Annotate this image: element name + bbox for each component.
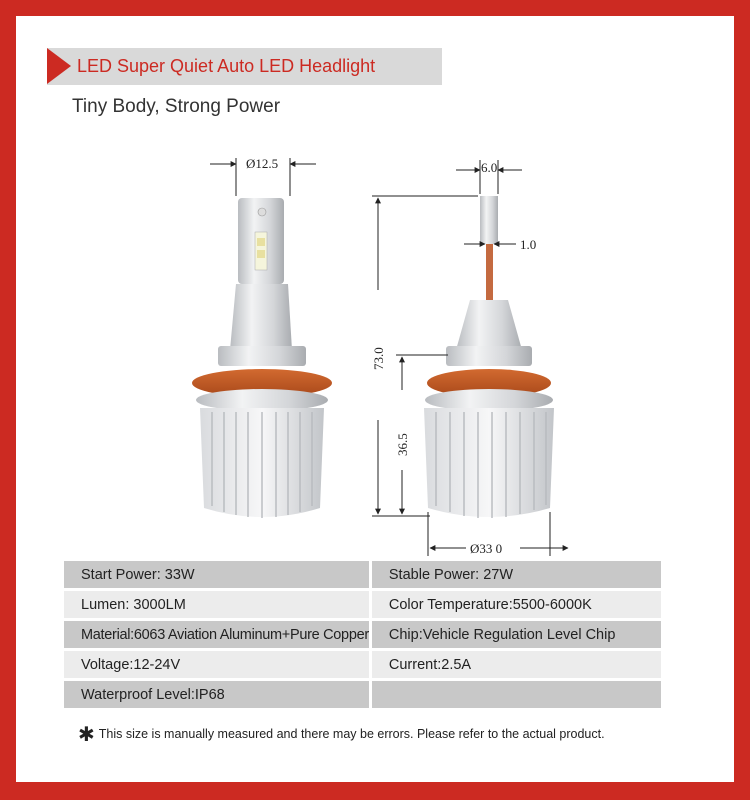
spec-start-power: Start Power: 33W bbox=[64, 561, 370, 590]
spec-table bbox=[64, 561, 661, 711]
body-diameter-dimension bbox=[428, 512, 568, 556]
banner-title: LED Super Quiet Auto LED Headlight bbox=[77, 56, 376, 76]
base-diameter-label: Ø12.5 bbox=[246, 156, 279, 171]
spec-chip: Chip:Vehicle Regulation Level Chip bbox=[370, 620, 661, 650]
spec-row bbox=[64, 590, 661, 620]
spec-empty-cell bbox=[370, 680, 661, 710]
spec-current: Current:2.5A bbox=[370, 650, 661, 680]
spec-voltage: Voltage:12-24V bbox=[64, 650, 370, 680]
disclaimer-note bbox=[78, 722, 605, 747]
top-width-label: 6.0 bbox=[481, 160, 498, 175]
spec-color-temperature: Color Temperature:5500-6000K bbox=[370, 590, 661, 620]
spec-stable-power: Stable Power: 27W bbox=[370, 561, 661, 590]
spec-row bbox=[64, 650, 661, 680]
total-height-label: 73.0 bbox=[371, 347, 386, 370]
body-diameter-label: Ø33 0 bbox=[470, 541, 503, 556]
subtitle: Tiny Body, Strong Power bbox=[72, 96, 281, 117]
fan-height-label: 36.5 bbox=[395, 433, 410, 456]
tab-thickness-dimension bbox=[464, 237, 536, 252]
bulb-front-view bbox=[192, 198, 332, 518]
base-diameter-dimension bbox=[210, 156, 316, 196]
disclaimer-text: This size is manually measured and there may be errors. Please refer to the actual product. bbox=[98, 727, 605, 741]
spec-waterproof: Waterproof Level:IP68 bbox=[64, 680, 370, 710]
spec-row bbox=[64, 680, 661, 710]
asterisk-icon: ✱ bbox=[78, 724, 95, 746]
top-width-dimension bbox=[456, 160, 522, 194]
spec-row bbox=[64, 561, 661, 590]
spec-row bbox=[64, 620, 661, 650]
spec-lumen: Lumen: 3000LM bbox=[64, 590, 370, 620]
tab-thickness-label: 1.0 bbox=[520, 237, 537, 252]
spec-material: Material:6063 Aviation Aluminum+Pure Copper bbox=[64, 620, 370, 650]
